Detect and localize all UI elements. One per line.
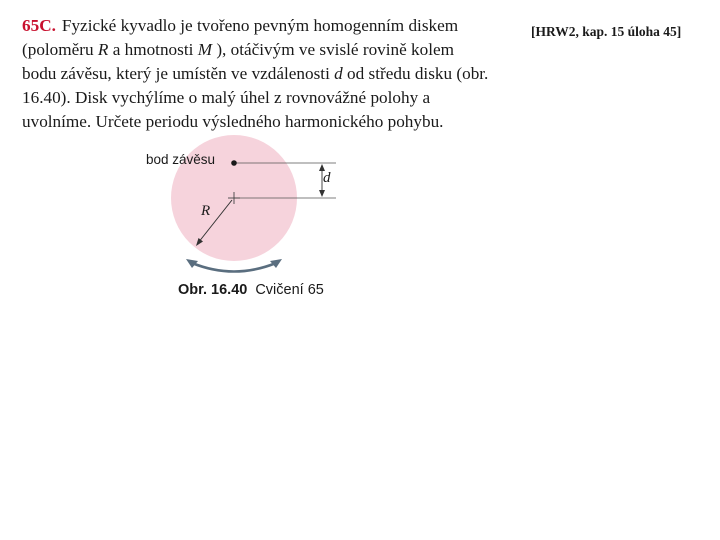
d-label: d — [323, 170, 331, 186]
problem-text-part-1: Fyzické kyvadlo je tvořeno pevným homogenním diskem (poloměru — [22, 16, 459, 59]
variable-d: d — [334, 64, 343, 83]
pendulum-figure — [140, 130, 350, 305]
caption-text: Cvičení 65 — [255, 282, 324, 298]
problem-text-part-3: ), otáčivým ve svislé rovině kolem bodu závěsu, který je umístěn ve vzdálenosti — [22, 40, 455, 83]
variable-r: R — [97, 40, 109, 59]
problem-text-part-2: a hmotnosti — [108, 40, 198, 59]
problem-text — [22, 14, 492, 134]
caption-number: Obr. 16.40 — [178, 282, 248, 298]
figure-caption — [178, 282, 324, 298]
problem-number: 65C. — [22, 16, 56, 35]
d-arrow-bottom — [319, 190, 325, 197]
r-label: R — [201, 203, 211, 219]
variable-m: M — [197, 40, 213, 59]
pivot-label: bod závěsu — [146, 152, 216, 167]
pivot-point — [231, 160, 237, 166]
problem-text-part-4: od středu disku (obr. 16.40). Disk vychýlíme o malý úhel z rovnovážné polohy a uvolníme. Určete periodu výsledného harmonického pohybu. — [22, 64, 489, 131]
source-reference: [HRW2, kap. 15 úloha 45] — [531, 24, 682, 39]
swing-arc — [192, 263, 276, 272]
